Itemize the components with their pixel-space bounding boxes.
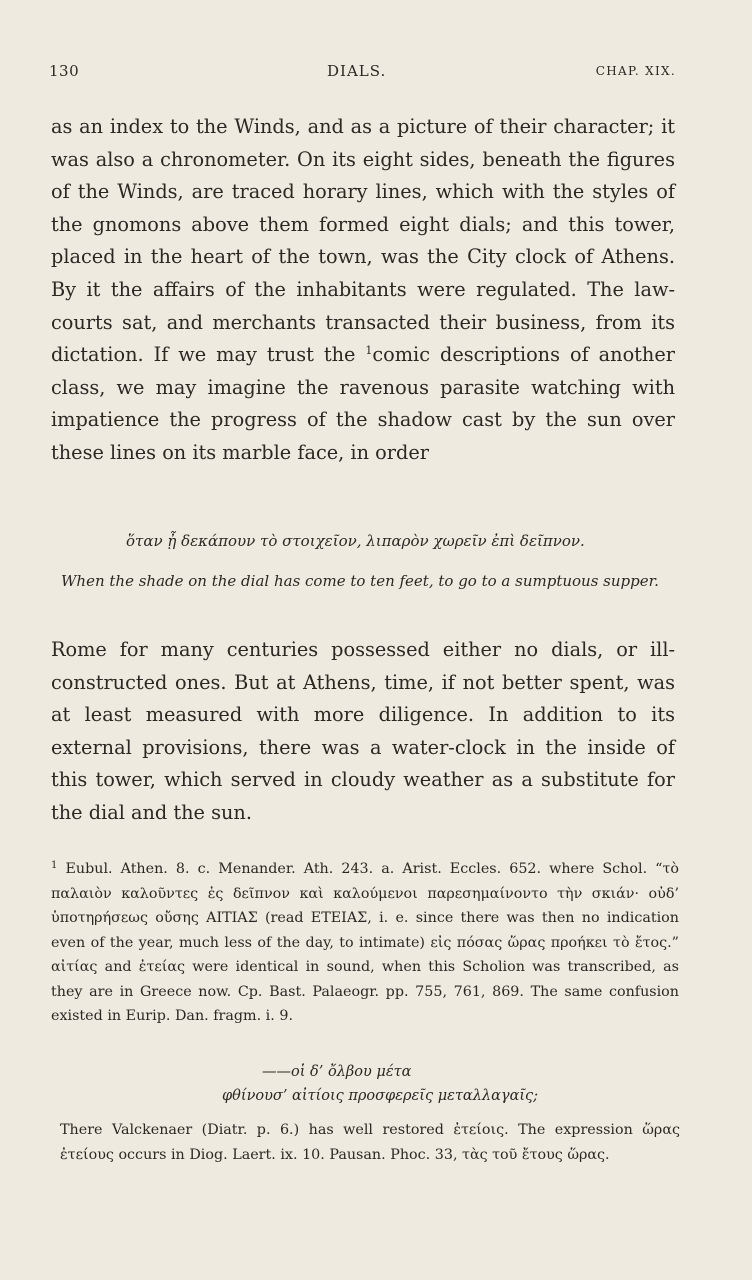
footnote-text: Eubul. Athen. 8. c. Menander. Ath. 243. a. Arist. Eccles. 652. where Schol. “τὸ παλαιὸν καλοῦντες ἐς δεῖπνον καὶ καλούμενοι παρεσημαίνοντο τὴν σκιάν· οὐδ’ ὑποτηρήσεως οὔσης ΑΙΤΙΑΣ (read ΕΤΕΙΑΣ, i. e. since there was then no indication even of the year, much less of the day, to intimate) εἰς πόσας ὥρας προήκει τὸ ἔτος.” αἰτίας and ἐτείας were identical in sound, when this Scholion was transcribed, as they are in Greece now. Cp. Bast. Palaeogr. pp. 755, 761, 869. The same confusion existed in Eurip. Dan. fragm. i. 9. [51, 861, 679, 1024]
page-header [49, 62, 676, 82]
running-title: DIALS. [327, 62, 387, 80]
footnote [51, 857, 679, 1029]
chapter-label: CHAP. XIX. [595, 64, 676, 78]
quotation-translation: When the shade on the dial has come to ten feet, to go to a sumptuous supper. [61, 572, 659, 590]
footnote-closing: There Valckenaer (Diatr. p. 6.) has well restored ἐτείοις. The expression ὥρας ἐτείους occurs in Diog. Laert. ix. 10. Pausan. Phoc. 33, τὰς τοῦ ἔτους ὥρας. [60, 1122, 680, 1163]
footnote-reference: 1 [365, 344, 373, 358]
paragraph-text-continued: comic descriptions of another class, we may imagine the ravenous parasite watching with impatience the progress of the shadow cast by the sun over these lines on its marble face, in order [51, 343, 675, 464]
body-paragraph-2: Rome for many centuries possessed either no dials, or ill-constructed ones. But at Athens, time, if not better spent, was at least measured with more diligence. In addition to its external provisions, there was a water-clock in the inside of this tower, which served in cloudy weather as a substitute for the dial and the sun. [51, 638, 675, 824]
footnote-verse-line-2: φθίνουσ’ αἰτίοις προσφερεῖς μεταλλαγαῖς; [222, 1088, 539, 1104]
greek-quotation: ὅταν ᾖ δεκάπουν τὸ στοιχεῖον, λιπαρὸν χωρεῖν ἐπὶ δεῖπνον. [126, 532, 585, 550]
footnote-verse-line-1: ——οἱ δ’ ὄλβου μέτα [262, 1064, 412, 1080]
paragraph-text: as an index to the Winds, and as a picture of their character; it was also a chronometer. On its eight sides, beneath the figures of the Winds, are traced horary lines, which with the styles of the gnomons above them formed eight dials; and this tower, placed in the heart of the town, was the City clock of Athens. By it the affairs of the inhabitants were regulated. The law-courts sat, and merchants transacted their business, from its dictation. If we may trust the [51, 115, 675, 367]
page-number: 130 [49, 62, 80, 80]
footnote-mark: 1 [51, 860, 58, 871]
body-paragraph-1 [51, 111, 675, 470]
